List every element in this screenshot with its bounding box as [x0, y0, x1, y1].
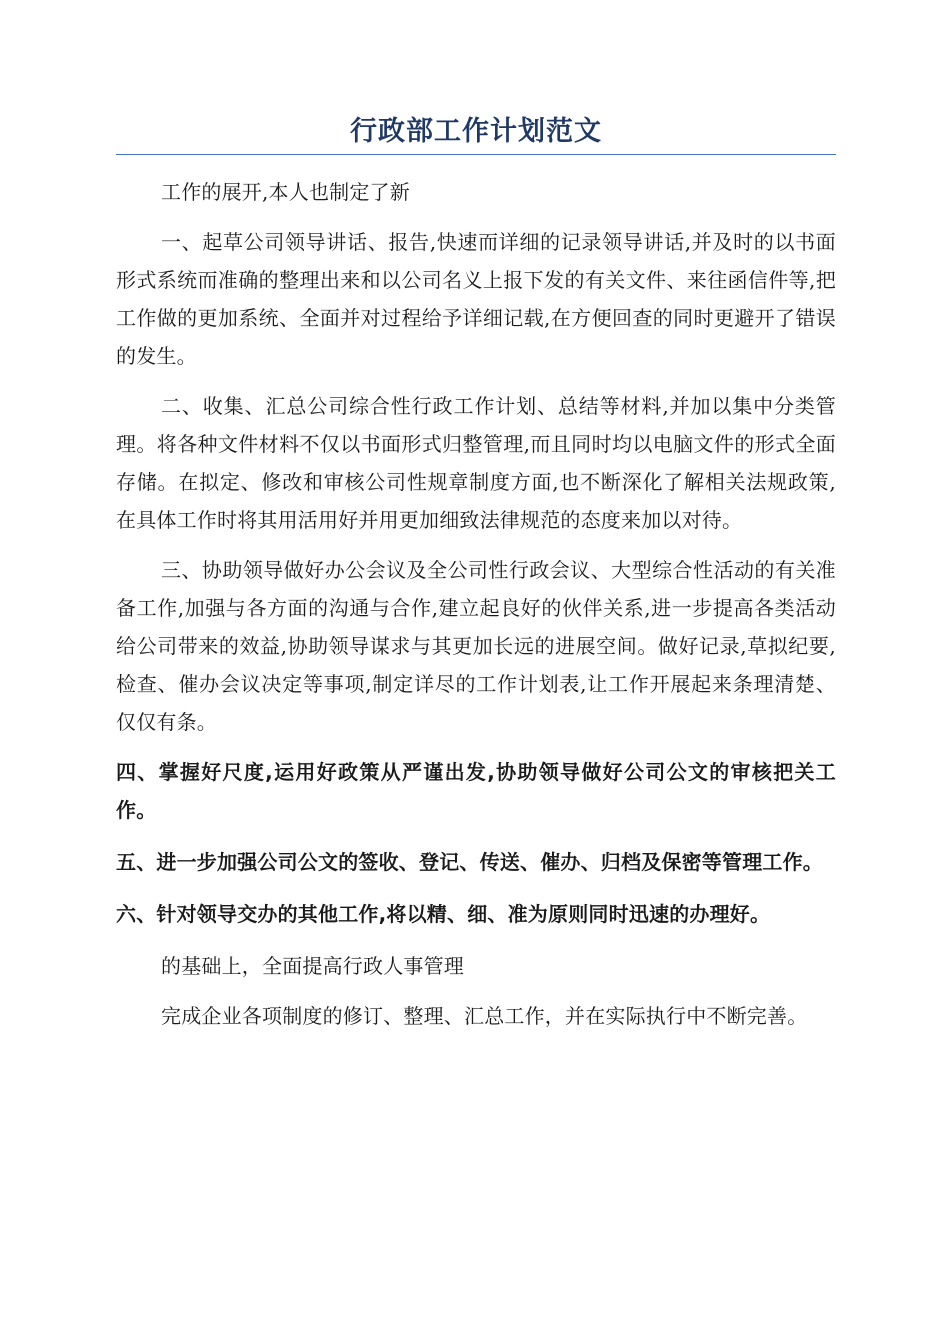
paragraph-item-3: 三、协助领导做好办公会议及全公司性行政会议、大型综合性活动的有关准备工作,加强与各方面的沟通与合作,建立起良好的伙伴关系,进一步提高各类活动给公司带来的效益,协助领导谋求与其更加长远的进展空间。做好记录,草拟纪要,检查、催办会议决定等事项,制定详尽的工作计划表,让工作开展起来条理清楚、仅仅有条。 [116, 558, 836, 734]
title-underline [116, 154, 836, 155]
paragraph-item-6: 六、针对领导交办的其他工作,将以精、细、准为原则同时迅速的办理好。 [116, 902, 771, 926]
paragraph-item-5: 五、进一步加强公司公文的签收、登记、传送、催办、归档及保密等管理工作。 [116, 850, 823, 874]
paragraph-item-2: 二、收集、汇总公司综合性行政工作计划、总结等材料,并加以集中分类管理。将各种文件材料不仅以书面形式归整管理,而且同时均以电脑文件的形式全面存储。在拟定、修改和审核公司性规章制度方面,也不断深化了解相关法规政策,在具体工作时将其用活用好并用更加细致法律规范的态度来加以对待。 [116, 394, 836, 532]
paragraph-item-1: 一、起草公司领导讲话、报告,快速而详细的记录领导讲话,并及时的以书面形式系统而准确的整理出来和以公司名义上报下发的有关文件、来往函信件等,把工作做的更加系统、全面并对过程给予详细记载,在方便回查的同时更避开了错误的发生。 [116, 230, 836, 368]
document-title: 行政部工作计划范文 [350, 116, 602, 147]
document-page [116, 112, 836, 1047]
paragraph-item-4: 四、掌握好尺度,运用好政策从严谨出发,协助领导做好公司公文的审核把关工作。 [116, 760, 836, 822]
paragraph-regulations: 完成企业各项制度的修订、整理、汇总工作，并在实际执行中不断完善。 [161, 1004, 808, 1028]
paragraph-management: 的基础上，全面提高行政人事管理 [161, 954, 464, 978]
paragraph-intro: 工作的展开,本人也制定了新 [161, 180, 410, 204]
